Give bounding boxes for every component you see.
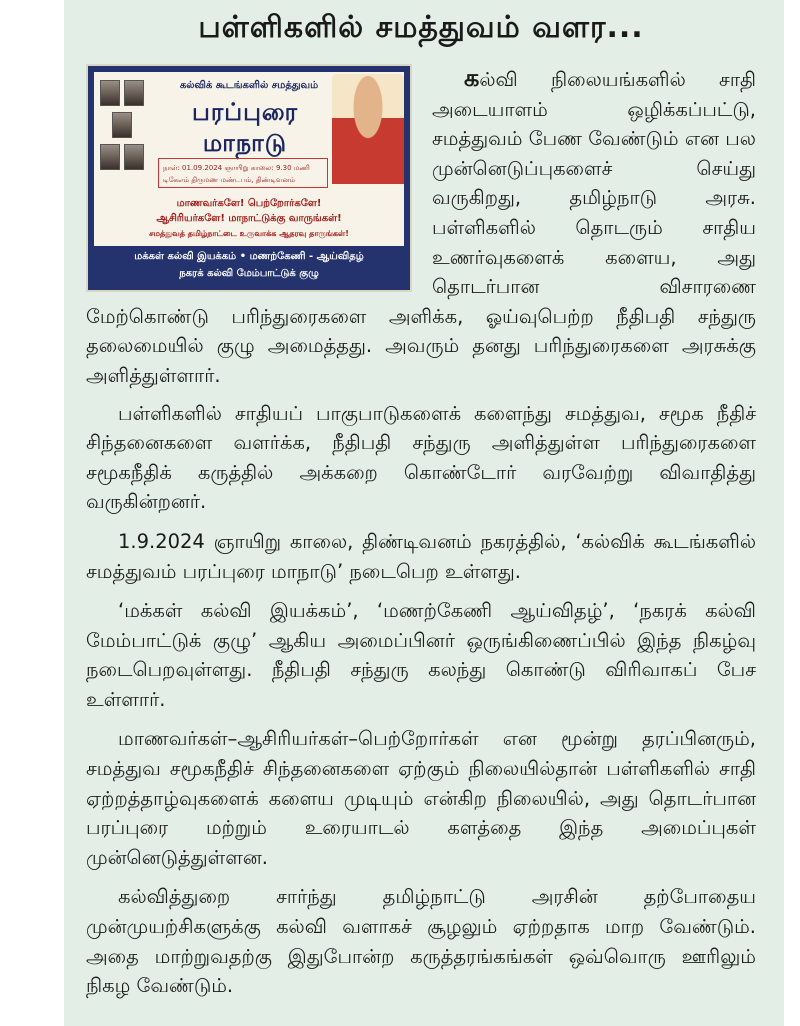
portrait-thumbnail bbox=[100, 80, 120, 106]
paragraph-3: 1.9.2024 ஞாயிறு காலை, திண்டிவனம் நகரத்தில், ‘கல்விக் கூடங்களில் சமத்துவம் பரப்புரை மாநாடு’ நடைபெற உள்ளது. bbox=[86, 529, 756, 583]
speaker-portrait bbox=[332, 74, 404, 184]
drop-cap: க bbox=[464, 64, 480, 92]
poster-title: பரப்புரை மாநாடு bbox=[191, 98, 299, 157]
paragraph-4: ‘மக்கள் கல்வி இயக்கம்’, ‘மணற்கேணி ஆய்விதழ்’, ‘நகரக் கல்வி மேம்பாட்டுக் குழு’ ஆகிய அமைப்பினர் ஒருங்கிணைப்பில் இந்த நிகழ்வு நடைபெறவுள்ளது. நீதிபதி சந்துரு கலந்து கொண்டு விரிவாகப் பேச உள்ளார். bbox=[86, 599, 756, 711]
poster-footer-line: மக்கள் கல்வி இயக்கம் • மணற்கேணி - ஆய்விதழ் bbox=[134, 251, 364, 262]
poster-invitation bbox=[98, 196, 400, 241]
paragraph-2: பள்ளிகளில் சாதியப் பாகுபாடுகளைக் களைந்து சமத்துவ, சமூக நீதிச் சிந்தனைகளை வளர்க்க, நீதிபதி சந்துரு அளித்துள்ள பரிந்துரைகளை சமூகநீதிக் கருத்தில் அக்கறை கொண்டோர் வரவேற்று விவாதித்து வருகின்றனர். bbox=[86, 401, 756, 514]
portrait-thumbnail bbox=[124, 144, 144, 170]
poster-line: மாணவர்களே! பெற்றோர்களே! bbox=[176, 198, 322, 209]
poster-line: ஆசிரியர்களே! மாநாட்டுக்கு வாருங்கள்! bbox=[156, 213, 342, 224]
poster-subtitle: கல்விக் கூடங்களில் சமத்துவம் bbox=[179, 80, 319, 91]
news-article bbox=[64, 0, 784, 1026]
portrait-thumbnail bbox=[124, 80, 144, 106]
poster-venue: டிகேஎம் திருமண மண்டபம், திண்டிவனம் bbox=[163, 176, 296, 184]
portrait-thumbnail bbox=[112, 112, 132, 138]
paragraph-6: கல்வித்துறை சார்ந்து தமிழ்நாட்டு அரசின் தற்போதைய முன்முயற்சிகளுக்கு கல்வி வளாகச் சூழலும் ஏற்றதாக மாற வேண்டும். அதை மாற்றுவதற்கு இதுபோன்ற கருத்தரங்கங்கள் ஒவ்வொரு ஊரிலும் நிகழ வேண்டும். bbox=[86, 885, 756, 998]
portrait-thumbnail bbox=[100, 144, 120, 170]
paragraph-5: மாணவர்கள்–ஆசிரியர்கள்–பெற்றோர்கள் என மூன்று தரப்பினரும், சமத்துவ சமூகநீதிச் சிந்தனைகளை ஏற்கும் நிலையில்தான் பள்ளிகளில் சாதி ஏற்றத்தாழ்வுகளைக் களைய முடியும் என்கிற நிலையில், அது தொடர்பான பரப்புரை மற்றும் உரையாடல் களத்தை இந்த அமைப்புகள் முன்னெடுத்துள்ளன. bbox=[86, 727, 756, 869]
poster-date-venue bbox=[158, 158, 328, 188]
poster-date: நாள்: 01.09.2024 ஞாயிறு காலை: 9.30 மணி bbox=[163, 164, 310, 172]
article-headline: பள்ளிகளில் சமத்துவம் வளர... bbox=[198, 10, 644, 45]
poster-panel bbox=[94, 72, 404, 284]
poster-organizers bbox=[94, 246, 404, 284]
poster-footer-line: நகரக் கல்வி மேம்பாட்டுக் குழு bbox=[179, 268, 319, 279]
poster-line: சமத்துவத் தமிழ்நாட்டை உருவாக்க ஆதரவு தாருங்கள்! bbox=[149, 229, 349, 238]
paragraph-1-text: ல்வி நிலையங்களில் சாதி அடையாளம் ஒழிக்கப்பட்டு, சமத்துவம் பேண வேண்டும் என பல முன்னெடுப்புகளைச் செய்து வருகிறது, தமிழ்நாடு அரசு. பள்ளிகளில் தொடரும் சாதிய உணர்வுகளைக் களைய, அது தொடர்பான விசாரணை மேற்கொண்டு பரிந்துரைகளை அளிக்க, ஓய்வுபெற்ற நீதிபதி சந்துரு தலைமையில் குழு அமைத்தது. அவரும் தனது பரிந்துரைகளை அரசுக்கு அளித்துள்ளார். bbox=[86, 68, 756, 387]
conference-poster-image bbox=[86, 64, 412, 292]
